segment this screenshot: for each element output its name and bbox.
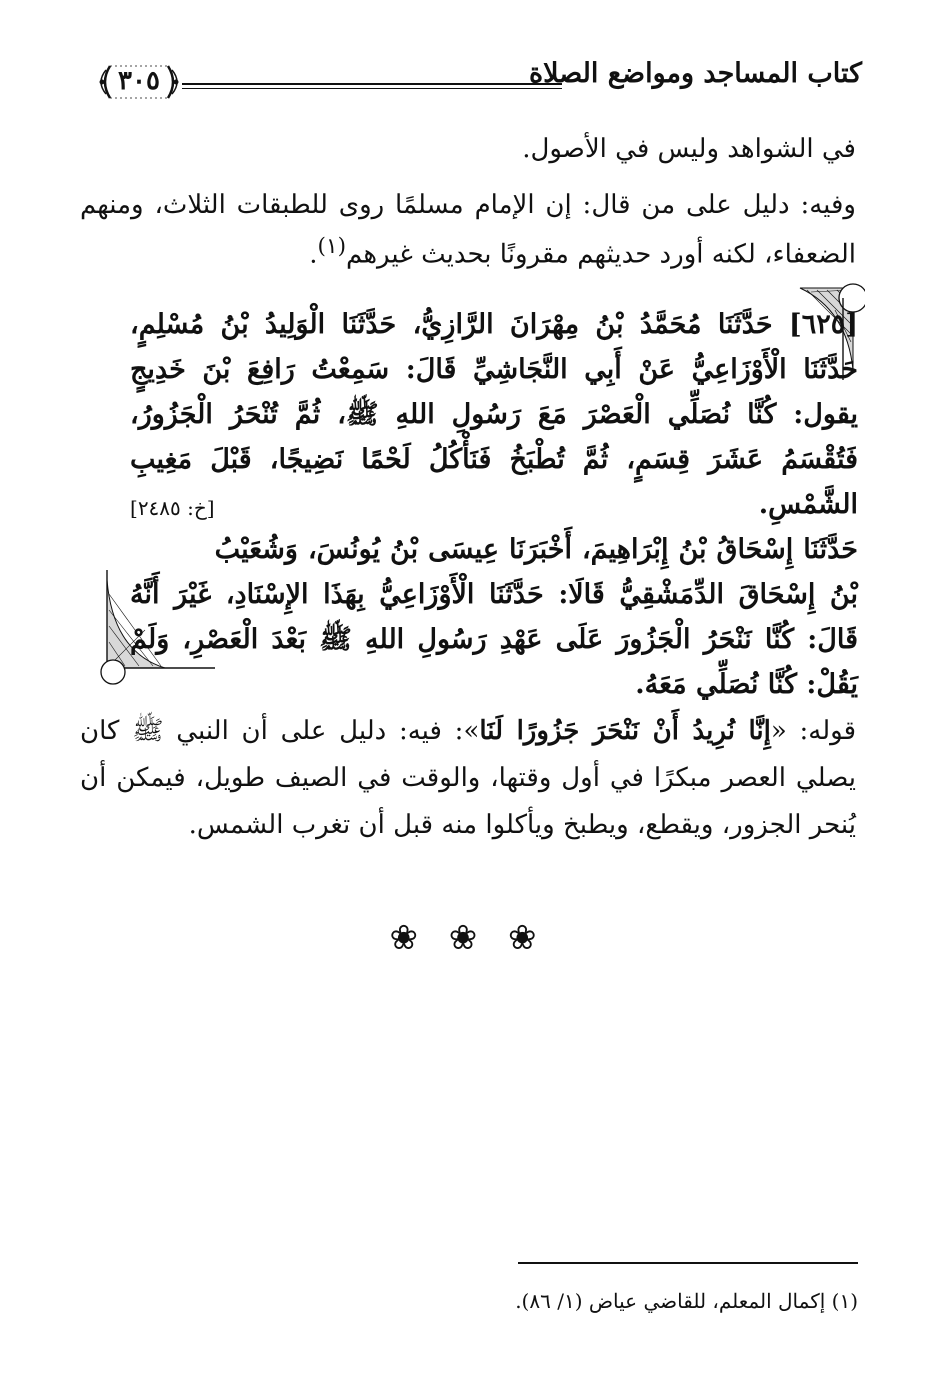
hadith-second-chain: حَدَّثَنَا إِسْحَاقُ بْنُ إِبْرَاهِيمَ، أَخْبَرَنَا عِيسَى بْنُ يُونُسَ، وَشُعَيْبُ بْنُ إِسْحَاقَ الدِّمَشْقِيُّ قَالَا: حَدَّثَنَا الْأَوْزَاعِيُّ بِهَذَا الإِسْنَادِ، غَيْرَ أَنَّهُ قَالَ: كُنَّا نَنْحَرُ الْجَزُورَ عَلَى عَهْدِ رَسُولِ اللهِ ﷺ بَعْدَ الْعَصْرِ، وَلَمْ يَقُلْ: كُنَّا نُصَلِّي مَعَهُ. (130, 534, 858, 700)
footnote: (١) إكمال المعلم، للقاضي عياض (١/ ٨٦). (515, 1289, 858, 1313)
header-rule (182, 83, 562, 89)
paragraph-text: في الشواهد وليس في الأصول. (522, 134, 856, 164)
paragraph-evidence (80, 184, 856, 276)
commentary-paragraph (80, 708, 856, 849)
paragraph-body: وفيه: دليل على من قال: إن الإمام مسلمًا روى للطبقات الثلاث، ومنهم الضعفاء، لكنه أورد حديثهم مقرونًا بحديث غيرهم (80, 190, 856, 270)
bukhari-reference: [خ: ٢٤٨٥] (130, 496, 215, 520)
commentary-lead: قوله: « (770, 716, 857, 746)
hadith-text (130, 302, 858, 707)
section-separator-icon: ❀ ❀ ❀ (389, 918, 547, 958)
page-header (90, 50, 862, 106)
running-title: كتاب المساجد ومواضع الصلاة (528, 58, 862, 89)
page-number: ٣٠٥ (118, 66, 160, 96)
hadith-matn: [٦٢٥] حَدَّثَنَا مُحَمَّدُ بْنُ مِهْرَانَ الرَّازِيُّ، حَدَّثَنَا الْوَلِيدُ بْنُ مُسْلِمٍ، حَدَّثَنَا الْأَوْزَاعِيُّ عَنْ أَبِي النَّجَاشِيِّ قَالَ: سَمِعْتُ رَافِعَ بْنَ خَدِيجٍ يقول: كُنَّا نُصَلِّي الْعَصْرَ مَعَ رَسُولِ اللهِ ﷺ، ثُمَّ تُنْحَرُ الْجَزُورُ، فَتُقْسَمُ عَشَرَ قِسَمٍ، ثُمَّ تُطْبَخُ فَنَأْكُلُ لَحْمًا نَضِيجًا، قَبْلَ مَغِيبِ الشَّمْسِ. (130, 309, 858, 520)
footnote-rule (518, 1262, 858, 1264)
paragraph-text (80, 184, 856, 276)
paragraph-continuation (80, 128, 856, 170)
commentary-body: »: فيه: دليل على أن النبي ﷺ كان يصلي العصر مبكرًا في أول وقتها، والوقت في الصيف طويل، فيمكن أن يُنحر الجزور، ويقطع، ويطبخ ويأكلوا منه قبل أن تغرب الشمس. (80, 716, 856, 840)
quoted-phrase: إِنَّا نُرِيدُ أَنْ نَنْحَرَ جَزُورًا لَنَا (479, 716, 771, 746)
footnote-marker: (١) (317, 234, 347, 259)
paragraph-text (80, 708, 856, 849)
page-number-ornament (96, 58, 182, 106)
hadith-main (130, 302, 858, 527)
paragraph-end: . (309, 239, 318, 270)
